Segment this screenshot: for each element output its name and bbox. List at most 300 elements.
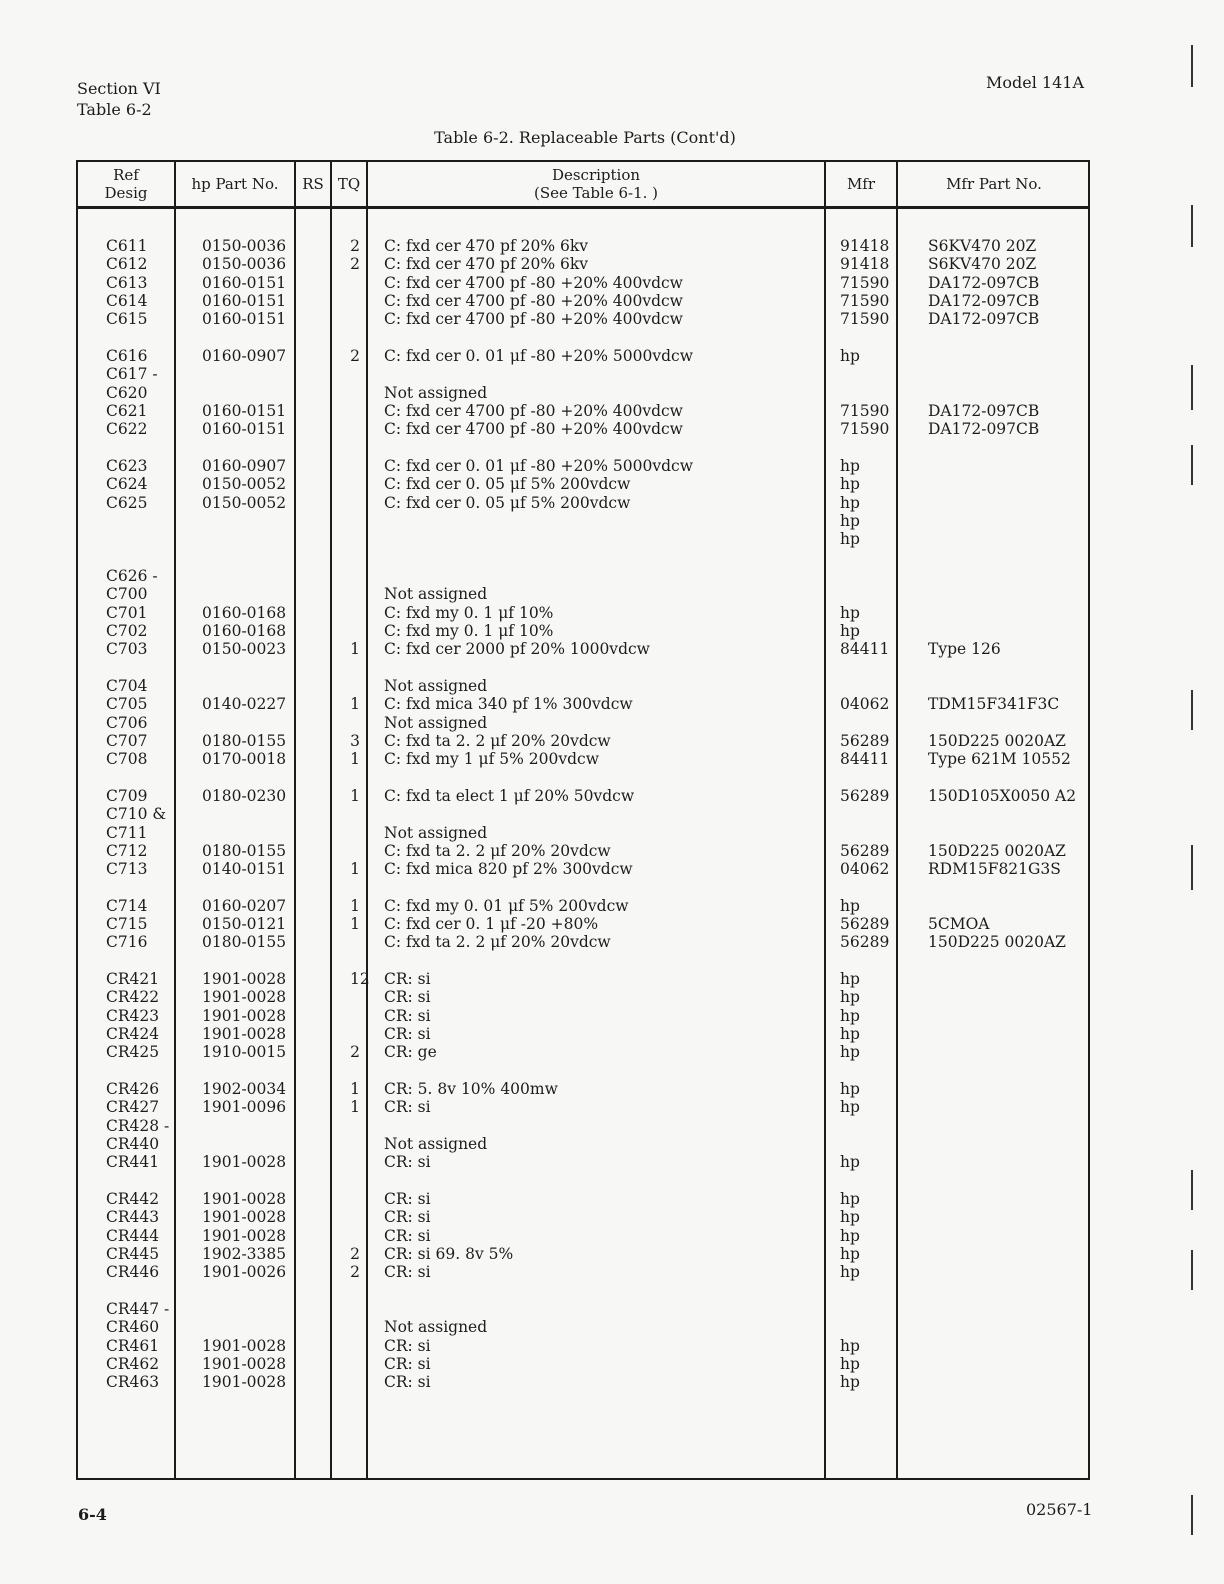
cell-description: C: fxd my 0. 01 μf 5% 200vdcw <box>384 896 629 915</box>
cell-mfr: hp <box>840 970 860 989</box>
cell-description: CR: si <box>384 1098 431 1117</box>
cell-mfr: hp <box>840 988 860 1007</box>
cell-mfr: hp <box>840 1190 860 1209</box>
cell-description: CR: si <box>384 1226 431 1245</box>
cell-part-number: 1901-0028 <box>202 1190 287 1209</box>
cell-ref: CR423 <box>106 1006 160 1025</box>
table-row <box>78 933 1088 951</box>
cell-part-number: 0160-0907 <box>202 346 287 365</box>
cell-description: Not assigned <box>384 676 488 695</box>
scan-edge-mark <box>1191 690 1193 730</box>
cell-mfr: hp <box>840 603 860 622</box>
parts-table <box>76 160 1090 1480</box>
cell-mfr: 71590 <box>840 310 890 329</box>
scan-edge-mark <box>1191 1250 1193 1290</box>
cell-description: C: fxd cer 4700 pf -80 +20% 400vdcw <box>384 291 683 310</box>
cell-ref: C612 <box>106 255 148 274</box>
scan-edge-mark <box>1191 45 1193 87</box>
table-row <box>78 695 1088 713</box>
cell-description: C: fxd cer 4700 pf -80 +20% 400vdcw <box>384 273 683 292</box>
cell-description: C: fxd cer 0. 05 μf 5% 200vdcw <box>384 493 631 512</box>
cell-ref: CR446 <box>106 1263 160 1282</box>
cell-part-number: 1901-0028 <box>202 1153 287 1172</box>
col-header-rs: RS <box>302 175 324 193</box>
scan-edge-mark <box>1191 1170 1193 1210</box>
table-row <box>78 1318 1088 1336</box>
cell-description: CR: si <box>384 1025 431 1044</box>
cell-tq: 1 <box>350 1098 360 1117</box>
cell-ref: C710 & <box>106 805 167 824</box>
table-row <box>78 1043 1088 1061</box>
cell-tq: 2 <box>350 237 360 255</box>
col-header-mfr: Mfr <box>846 175 876 193</box>
cell-tq: 1 <box>350 750 360 769</box>
cell-mfr: hp <box>840 1226 860 1245</box>
cell-ref: CR445 <box>106 1245 160 1264</box>
cell-description: CR: si <box>384 1153 431 1172</box>
cell-part-number: 0160-0168 <box>202 603 287 622</box>
cell-mfr: hp <box>840 456 860 475</box>
cell-mfr-part: S6KV470 20Z <box>928 255 1037 274</box>
col-header-description-line2: (See Table 6-1. ) <box>533 184 659 202</box>
cell-ref: CR447 - <box>106 1300 170 1319</box>
table-row <box>78 677 1088 695</box>
cell-part-number: 1901-0028 <box>202 988 287 1007</box>
cell-tq: 3 <box>350 731 360 750</box>
cell-tq: 1 <box>350 896 360 915</box>
cell-part-number: 1901-0096 <box>202 1098 287 1117</box>
cell-part-number: 1901-0028 <box>202 1025 287 1044</box>
cell-ref: C626 - <box>106 566 158 585</box>
table-row <box>78 1153 1088 1171</box>
cell-part-number: 0180-0155 <box>202 731 287 750</box>
cell-tq: 1 <box>350 640 360 659</box>
cell-mfr: hp <box>840 1355 860 1374</box>
cell-mfr-part: 150D225 0020AZ <box>928 731 1066 750</box>
table-row <box>78 1025 1088 1043</box>
cell-description: C: fxd my 0. 1 μf 10% <box>384 621 554 640</box>
table-row <box>78 310 1088 328</box>
cell-ref: C704 <box>106 676 148 695</box>
table-row <box>78 1135 1088 1153</box>
table-row <box>78 1337 1088 1355</box>
cell-mfr: 56289 <box>840 915 890 934</box>
cell-mfr-part: 150D225 0020AZ <box>928 933 1066 952</box>
cell-ref: CR462 <box>106 1355 160 1374</box>
cell-ref: C616 <box>106 346 148 365</box>
cell-part-number: 1901-0026 <box>202 1263 287 1282</box>
cell-description: CR: si <box>384 1373 431 1392</box>
table-row <box>78 750 1088 768</box>
cell-tq: 1 <box>350 915 360 934</box>
cell-description: Not assigned <box>384 1318 488 1337</box>
table-row <box>78 457 1088 475</box>
cell-tq: 12 <box>350 970 370 989</box>
cell-tq: 1 <box>350 1080 360 1099</box>
cell-tq: 2 <box>350 346 360 365</box>
cell-part-number: 0160-0151 <box>202 420 287 439</box>
cell-ref: C711 <box>106 823 148 842</box>
cell-ref: C613 <box>106 273 148 292</box>
table-row <box>78 787 1088 805</box>
table-row <box>78 585 1088 603</box>
cell-description: CR: si <box>384 1336 431 1355</box>
cell-mfr: hp <box>840 1006 860 1025</box>
cell-ref: C700 <box>106 585 148 604</box>
cell-description: CR: si <box>384 1263 431 1282</box>
table-row <box>78 842 1088 860</box>
row-gap <box>78 329 1088 347</box>
table-row <box>78 402 1088 420</box>
table-row <box>78 1098 1088 1116</box>
cell-description: C: fxd ta 2. 2 μf 20% 20vdcw <box>384 731 611 750</box>
cell-ref: C716 <box>106 933 148 952</box>
cell-part-number: 0150-0052 <box>202 493 287 512</box>
cell-mfr-part: DA172-097CB <box>928 401 1040 420</box>
cell-ref: C622 <box>106 420 148 439</box>
cell-ref: C715 <box>106 915 148 934</box>
cell-ref: C705 <box>106 695 148 714</box>
cell-part-number: 1902-3385 <box>202 1245 287 1264</box>
table-row <box>78 512 1088 530</box>
cell-ref: C611 <box>106 237 148 255</box>
cell-ref: C617 - <box>106 365 158 384</box>
cell-description: CR: si <box>384 1006 431 1025</box>
cell-part-number: 0160-0151 <box>202 310 287 329</box>
cell-mfr: hp <box>840 1245 860 1264</box>
table-row <box>78 1007 1088 1025</box>
cell-description: C: fxd mica 820 pf 2% 300vdcw <box>384 860 633 879</box>
cell-mfr-part: DA172-097CB <box>928 291 1040 310</box>
cell-part-number: 0140-0227 <box>202 695 287 714</box>
cell-ref: CR460 <box>106 1318 160 1337</box>
cell-description: C: fxd cer 470 pf 20% 6kv <box>384 255 589 274</box>
cell-ref: C621 <box>106 401 148 420</box>
cell-description: Not assigned <box>384 823 488 842</box>
cell-part-number: 0180-0155 <box>202 933 287 952</box>
table-row <box>78 494 1088 512</box>
cell-ref: CR421 <box>106 970 160 989</box>
table-row <box>78 384 1088 402</box>
cell-description: CR: si <box>384 1208 431 1227</box>
cell-part-number: 1901-0028 <box>202 1336 287 1355</box>
cell-ref: C708 <box>106 750 148 769</box>
cell-part-number: 1901-0028 <box>202 1208 287 1227</box>
cell-part-number: 0170-0018 <box>202 750 287 769</box>
table-row <box>78 1080 1088 1098</box>
cell-ref: CR463 <box>106 1373 160 1392</box>
cell-ref: C712 <box>106 841 148 860</box>
cell-ref: CR428 - <box>106 1116 170 1135</box>
row-gap <box>78 878 1088 896</box>
table-row <box>78 988 1088 1006</box>
table-row <box>78 475 1088 493</box>
cell-part-number: 0160-0151 <box>202 273 287 292</box>
cell-mfr: hp <box>840 1373 860 1392</box>
cell-description: C: fxd cer 0. 1 μf -20 +80% <box>384 915 599 934</box>
cell-part-number: 0150-0121 <box>202 915 287 934</box>
scan-edge-mark <box>1191 205 1193 247</box>
row-gap <box>78 549 1088 567</box>
cell-ref: CR461 <box>106 1336 160 1355</box>
scan-edge-mark <box>1191 845 1193 890</box>
cell-mfr-part: 5CMOA <box>928 915 990 934</box>
section-label: Section VI <box>77 79 161 98</box>
cell-mfr-part: TDM15F341F3C <box>928 695 1060 714</box>
cell-description: C: fxd ta 2. 2 μf 20% 20vdcw <box>384 933 611 952</box>
cell-mfr: hp <box>840 530 860 549</box>
cell-part-number: 0150-0036 <box>202 237 287 255</box>
cell-description: C: fxd cer 2000 pf 20% 1000vdcw <box>384 640 650 659</box>
col-header-part: hp Part No. <box>191 175 279 193</box>
table-row <box>78 1117 1088 1135</box>
cell-part-number: 1901-0028 <box>202 970 287 989</box>
scan-edge-mark <box>1191 445 1193 485</box>
table-caption: Table 6-2. Replaceable Parts (Cont'd) <box>434 128 736 147</box>
table-row <box>78 1355 1088 1373</box>
cell-description: Not assigned <box>384 1135 488 1154</box>
cell-ref: CR425 <box>106 1043 160 1062</box>
col-header-tq: TQ <box>337 175 361 193</box>
cell-mfr-part: DA172-097CB <box>928 310 1040 329</box>
cell-ref: C714 <box>106 896 148 915</box>
cell-ref: CR443 <box>106 1208 160 1227</box>
cell-ref: CR441 <box>106 1153 160 1172</box>
cell-tq: 2 <box>350 1043 360 1062</box>
cell-mfr: 91418 <box>840 255 890 274</box>
cell-part-number: 1901-0028 <box>202 1226 287 1245</box>
table-label: Table 6-2 <box>77 100 152 119</box>
table-row <box>78 347 1088 365</box>
table-row <box>78 1190 1088 1208</box>
cell-description: CR: si <box>384 970 431 989</box>
cell-description: CR: si <box>384 988 431 1007</box>
table-row <box>78 567 1088 585</box>
cell-ref: C614 <box>106 291 148 310</box>
table-row <box>78 824 1088 842</box>
table-row <box>78 1245 1088 1263</box>
cell-mfr: hp <box>840 346 860 365</box>
cell-mfr: 84411 <box>840 750 890 769</box>
cell-mfr: hp <box>840 493 860 512</box>
cell-ref: C709 <box>106 786 148 805</box>
cell-mfr: 56289 <box>840 841 890 860</box>
table-row <box>78 915 1088 933</box>
cell-part-number: 0150-0036 <box>202 255 287 274</box>
table-row <box>78 732 1088 750</box>
table-row <box>78 1263 1088 1281</box>
cell-description: C: fxd cer 470 pf 20% 6kv <box>384 237 589 255</box>
cell-tq: 2 <box>350 255 360 274</box>
cell-tq: 1 <box>350 695 360 714</box>
cell-ref: C713 <box>106 860 148 879</box>
cell-part-number: 0150-0052 <box>202 475 287 494</box>
cell-mfr-part: RDM15F821G3S <box>928 860 1061 879</box>
cell-part-number: 0160-0151 <box>202 291 287 310</box>
col-header-description-line1: Description <box>551 166 641 184</box>
cell-mfr: hp <box>840 1336 860 1355</box>
table-row <box>78 860 1088 878</box>
cell-description: CR: si <box>384 1190 431 1209</box>
table-row <box>78 970 1088 988</box>
cell-ref: CR426 <box>106 1080 160 1099</box>
cell-mfr: hp <box>840 896 860 915</box>
cell-description: Not assigned <box>384 383 488 402</box>
cell-mfr: 04062 <box>840 695 890 714</box>
col-header-mfr-part: Mfr Part No. <box>946 175 1042 193</box>
scan-edge-mark <box>1191 1495 1193 1535</box>
row-gap <box>78 952 1088 970</box>
cell-description: Not assigned <box>384 585 488 604</box>
row-gap <box>78 1172 1088 1190</box>
cell-part-number: 0160-0151 <box>202 401 287 420</box>
cell-description: C: fxd ta 2. 2 μf 20% 20vdcw <box>384 841 611 860</box>
header-divider <box>78 206 1088 209</box>
table-row <box>78 365 1088 383</box>
document-number: 02567-1 <box>1026 1500 1093 1519</box>
cell-ref: C620 <box>106 383 148 402</box>
cell-mfr-part: Type 126 <box>928 640 1001 659</box>
cell-mfr-part: Type 621M 10552 <box>928 750 1071 769</box>
cell-description: C: fxd cer 4700 pf -80 +20% 400vdcw <box>384 401 683 420</box>
cell-mfr-part: S6KV470 20Z <box>928 237 1037 255</box>
cell-description: C: fxd cer 0. 01 μf -80 +20% 5000vdcw <box>384 346 693 365</box>
row-gap <box>78 769 1088 787</box>
cell-description: C: fxd cer 4700 pf -80 +20% 400vdcw <box>384 420 683 439</box>
col-header-description <box>368 162 824 206</box>
table-row <box>78 255 1088 273</box>
scan-edge-mark <box>1191 365 1193 410</box>
table-row <box>78 1300 1088 1318</box>
cell-description: C: fxd cer 0. 01 μf -80 +20% 5000vdcw <box>384 456 693 475</box>
cell-description: CR: si <box>384 1355 431 1374</box>
cell-part-number: 0180-0155 <box>202 841 287 860</box>
cell-part-number: 1902-0034 <box>202 1080 287 1099</box>
cell-ref: C624 <box>106 475 148 494</box>
cell-ref: C701 <box>106 603 148 622</box>
table-row <box>78 897 1088 915</box>
cell-ref: CR440 <box>106 1135 160 1154</box>
table-row <box>78 274 1088 292</box>
table-row <box>78 420 1088 438</box>
cell-mfr: 56289 <box>840 786 890 805</box>
cell-tq: 2 <box>350 1263 360 1282</box>
cell-mfr: 71590 <box>840 291 890 310</box>
cell-mfr: 71590 <box>840 420 890 439</box>
cell-ref: C625 <box>106 493 148 512</box>
cell-mfr: hp <box>840 1025 860 1044</box>
page-number: 6-4 <box>78 1505 107 1524</box>
table-row <box>78 292 1088 310</box>
cell-mfr: 56289 <box>840 731 890 750</box>
cell-mfr: 91418 <box>840 237 890 255</box>
cell-ref: C707 <box>106 731 148 750</box>
cell-part-number: 1901-0028 <box>202 1373 287 1392</box>
cell-ref: CR427 <box>106 1098 160 1117</box>
cell-ref: CR422 <box>106 988 160 1007</box>
cell-mfr: hp <box>840 1153 860 1172</box>
cell-mfr: 71590 <box>840 273 890 292</box>
cell-mfr: hp <box>840 1098 860 1117</box>
cell-description: CR: si 69. 8v 5% <box>384 1245 514 1264</box>
cell-mfr: hp <box>840 1080 860 1099</box>
table-row <box>78 604 1088 622</box>
cell-description: CR: ge <box>384 1043 437 1062</box>
cell-mfr: 71590 <box>840 401 890 420</box>
cell-mfr-part: DA172-097CB <box>928 273 1040 292</box>
cell-part-number: 0160-0207 <box>202 896 287 915</box>
cell-description: C: fxd ta elect 1 μf 20% 50vdcw <box>384 786 635 805</box>
cell-part-number: 0140-0151 <box>202 860 287 879</box>
table-row <box>78 1208 1088 1226</box>
table-row <box>78 622 1088 640</box>
cell-mfr-part: 150D225 0020AZ <box>928 841 1066 860</box>
row-gap <box>78 1062 1088 1080</box>
cell-part-number: 0150-0023 <box>202 640 287 659</box>
table-row <box>78 1373 1088 1391</box>
cell-part-number: 1901-0028 <box>202 1006 287 1025</box>
table-row <box>78 237 1088 255</box>
table-row <box>78 805 1088 823</box>
cell-mfr: hp <box>840 511 860 530</box>
cell-ref: CR444 <box>106 1226 160 1245</box>
cell-description: C: fxd mica 340 pf 1% 300vdcw <box>384 695 633 714</box>
table-body <box>78 237 1088 1392</box>
cell-description: C: fxd my 1 μf 5% 200vdcw <box>384 750 599 769</box>
cell-mfr-part: DA172-097CB <box>928 420 1040 439</box>
cell-mfr-part: 150D105X0050 A2 <box>928 786 1077 805</box>
cell-mfr: hp <box>840 1208 860 1227</box>
cell-part-number: 1910-0015 <box>202 1043 287 1062</box>
page-header-left <box>77 78 161 120</box>
cell-ref: C706 <box>106 713 148 732</box>
cell-mfr: hp <box>840 1263 860 1282</box>
cell-ref: CR442 <box>106 1190 160 1209</box>
row-gap <box>78 659 1088 677</box>
cell-part-number: 0160-0907 <box>202 456 287 475</box>
cell-mfr: hp <box>840 1043 860 1062</box>
row-gap <box>78 1282 1088 1300</box>
cell-tq: 1 <box>350 786 360 805</box>
cell-mfr: 04062 <box>840 860 890 879</box>
col-header-ref-text: Ref Desig <box>104 166 148 202</box>
cell-tq: 1 <box>350 860 360 879</box>
cell-mfr: hp <box>840 621 860 640</box>
cell-description: C: fxd my 0. 1 μf 10% <box>384 603 554 622</box>
cell-ref: C702 <box>106 621 148 640</box>
cell-part-number: 1901-0028 <box>202 1355 287 1374</box>
model-label: Model 141A <box>985 73 1084 92</box>
table-row <box>78 640 1088 658</box>
cell-mfr: 84411 <box>840 640 890 659</box>
table-row <box>78 714 1088 732</box>
cell-part-number: 0180-0230 <box>202 786 287 805</box>
cell-mfr: hp <box>840 475 860 494</box>
cell-part-number: 0160-0168 <box>202 621 287 640</box>
cell-ref: C615 <box>106 310 148 329</box>
cell-description: Not assigned <box>384 713 488 732</box>
row-gap <box>78 439 1088 457</box>
cell-mfr: 56289 <box>840 933 890 952</box>
cell-ref: C623 <box>106 456 148 475</box>
cell-description: C: fxd cer 4700 pf -80 +20% 400vdcw <box>384 310 683 329</box>
table-row <box>78 1227 1088 1245</box>
cell-ref: C703 <box>106 640 148 659</box>
cell-description: CR: 5. 8v 10% 400mw <box>384 1080 558 1099</box>
cell-tq: 2 <box>350 1245 360 1264</box>
cell-ref: CR424 <box>106 1025 160 1044</box>
cell-description: C: fxd cer 0. 05 μf 5% 200vdcw <box>384 475 631 494</box>
